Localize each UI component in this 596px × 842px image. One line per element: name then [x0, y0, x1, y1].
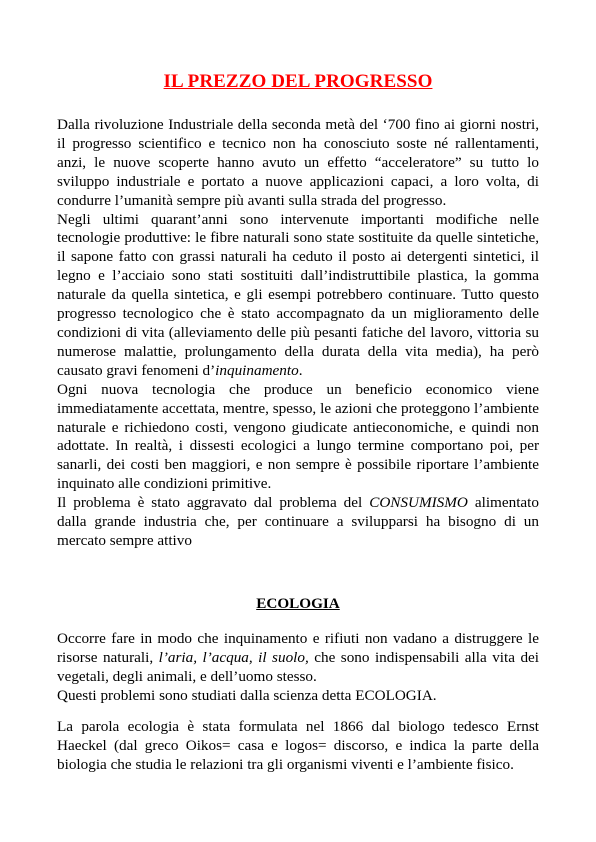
paragraph-industrial-revolution: Dalla rivoluzione Industriale della seconda metà del ‘700 fino ai giorni nostri, il progresso scientifico e tecnico non ha conosciuto soste né rallentamenti, anzi, le nuove scoperte hanno avuto un effetto “acceleratore” su tutto lo sviluppo industriale e portato a nuove applicazioni capaci, a loro volta, di condurre l’umanità sempre più avanti sulla strada del progresso.	[57, 116, 539, 209]
paragraph-text: .	[298, 361, 303, 379]
paragraph-ecology-definition: La parola ecologia è stata formulata nel 1866 dal biologo tedesco Ernst Haeckel (dal greco Oikos= casa e logos= discorso, e indica la parte della biologia che studia le relazioni tra gli organismi viventi e l’ambiente fisico.	[57, 718, 539, 773]
paragraph-consumismo	[57, 494, 539, 551]
ecology-definition-section	[57, 718, 539, 775]
emphasis-inquinamento: inquinamento	[215, 361, 299, 379]
ecology-section	[57, 630, 539, 706]
paragraph-natural-resources	[57, 630, 539, 687]
paragraph-text: che sono indispensabili alla vita dei vegetali, degli animali, e dell’uomo stesso.	[57, 648, 539, 685]
emphasis-consumismo: CONSUMISMO	[369, 494, 468, 512]
paragraph-text: alimentato dalla grande industria che, per continuare a svilupparsi ha bisogno di un mercato sempre attivo	[57, 494, 539, 549]
section-heading-ecologia: ECOLOGIA	[256, 595, 340, 612]
paragraph-technology-changes	[57, 211, 539, 381]
paragraph-text: Occorre fare in modo che inquinamento e rifiuti non vadano a distruggere le risorse naturali,	[57, 630, 539, 666]
paragraph-new-technology: Ogni nuova tecnologia che produce un beneficio economico viene immediatamente accettata, mentre, spesso, le azioni che proteggono l’ambiente naturale e richiedono costi, vengono giudicate antieconomiche, e quindi non adottate. In realtà, i dissesti ecologici a lungo termine comportano poi, per sanarli, dei costi ben maggiori, e non sempre è possibile riportare l’ambiente inquinato alle condizioni primitive.	[57, 380, 539, 493]
intro-section	[57, 116, 539, 551]
emphasis-resources: l’aria, l’acqua, il suolo,	[158, 648, 309, 666]
paragraph-ecology-science: Questi problemi sono studiati dalla scienza detta ECOLOGIA.	[57, 686, 437, 704]
paragraph-text: Il problema è stato aggravato dal problema del	[57, 494, 370, 512]
paragraph-text: Negli ultimi quarant’anni sono intervenute importanti modifiche nelle tecnologie produttive: le fibre naturali sono state sostituite da quelle sintetiche, il sapone fatto con grassi naturali ha ceduto il posto ai detergenti sintetici, il legno e l’acciaio sono stati sostituiti dall’indistruttibile plastica, la gomma naturale da quella sintetica, e gli esempi potrebbero continuare. Tutto questo progresso tecnologico che è stato accompagnato da un miglioramento delle condizioni di vita (alleviamento delle più pesanti fatiche del lavoro, vittoria su numerose malattie, prolungamento della durata della vita media), ha però causato gravi fenomeni d’	[57, 210, 539, 379]
page-title: IL PREZZO DEL PROGRESSO	[163, 71, 433, 92]
